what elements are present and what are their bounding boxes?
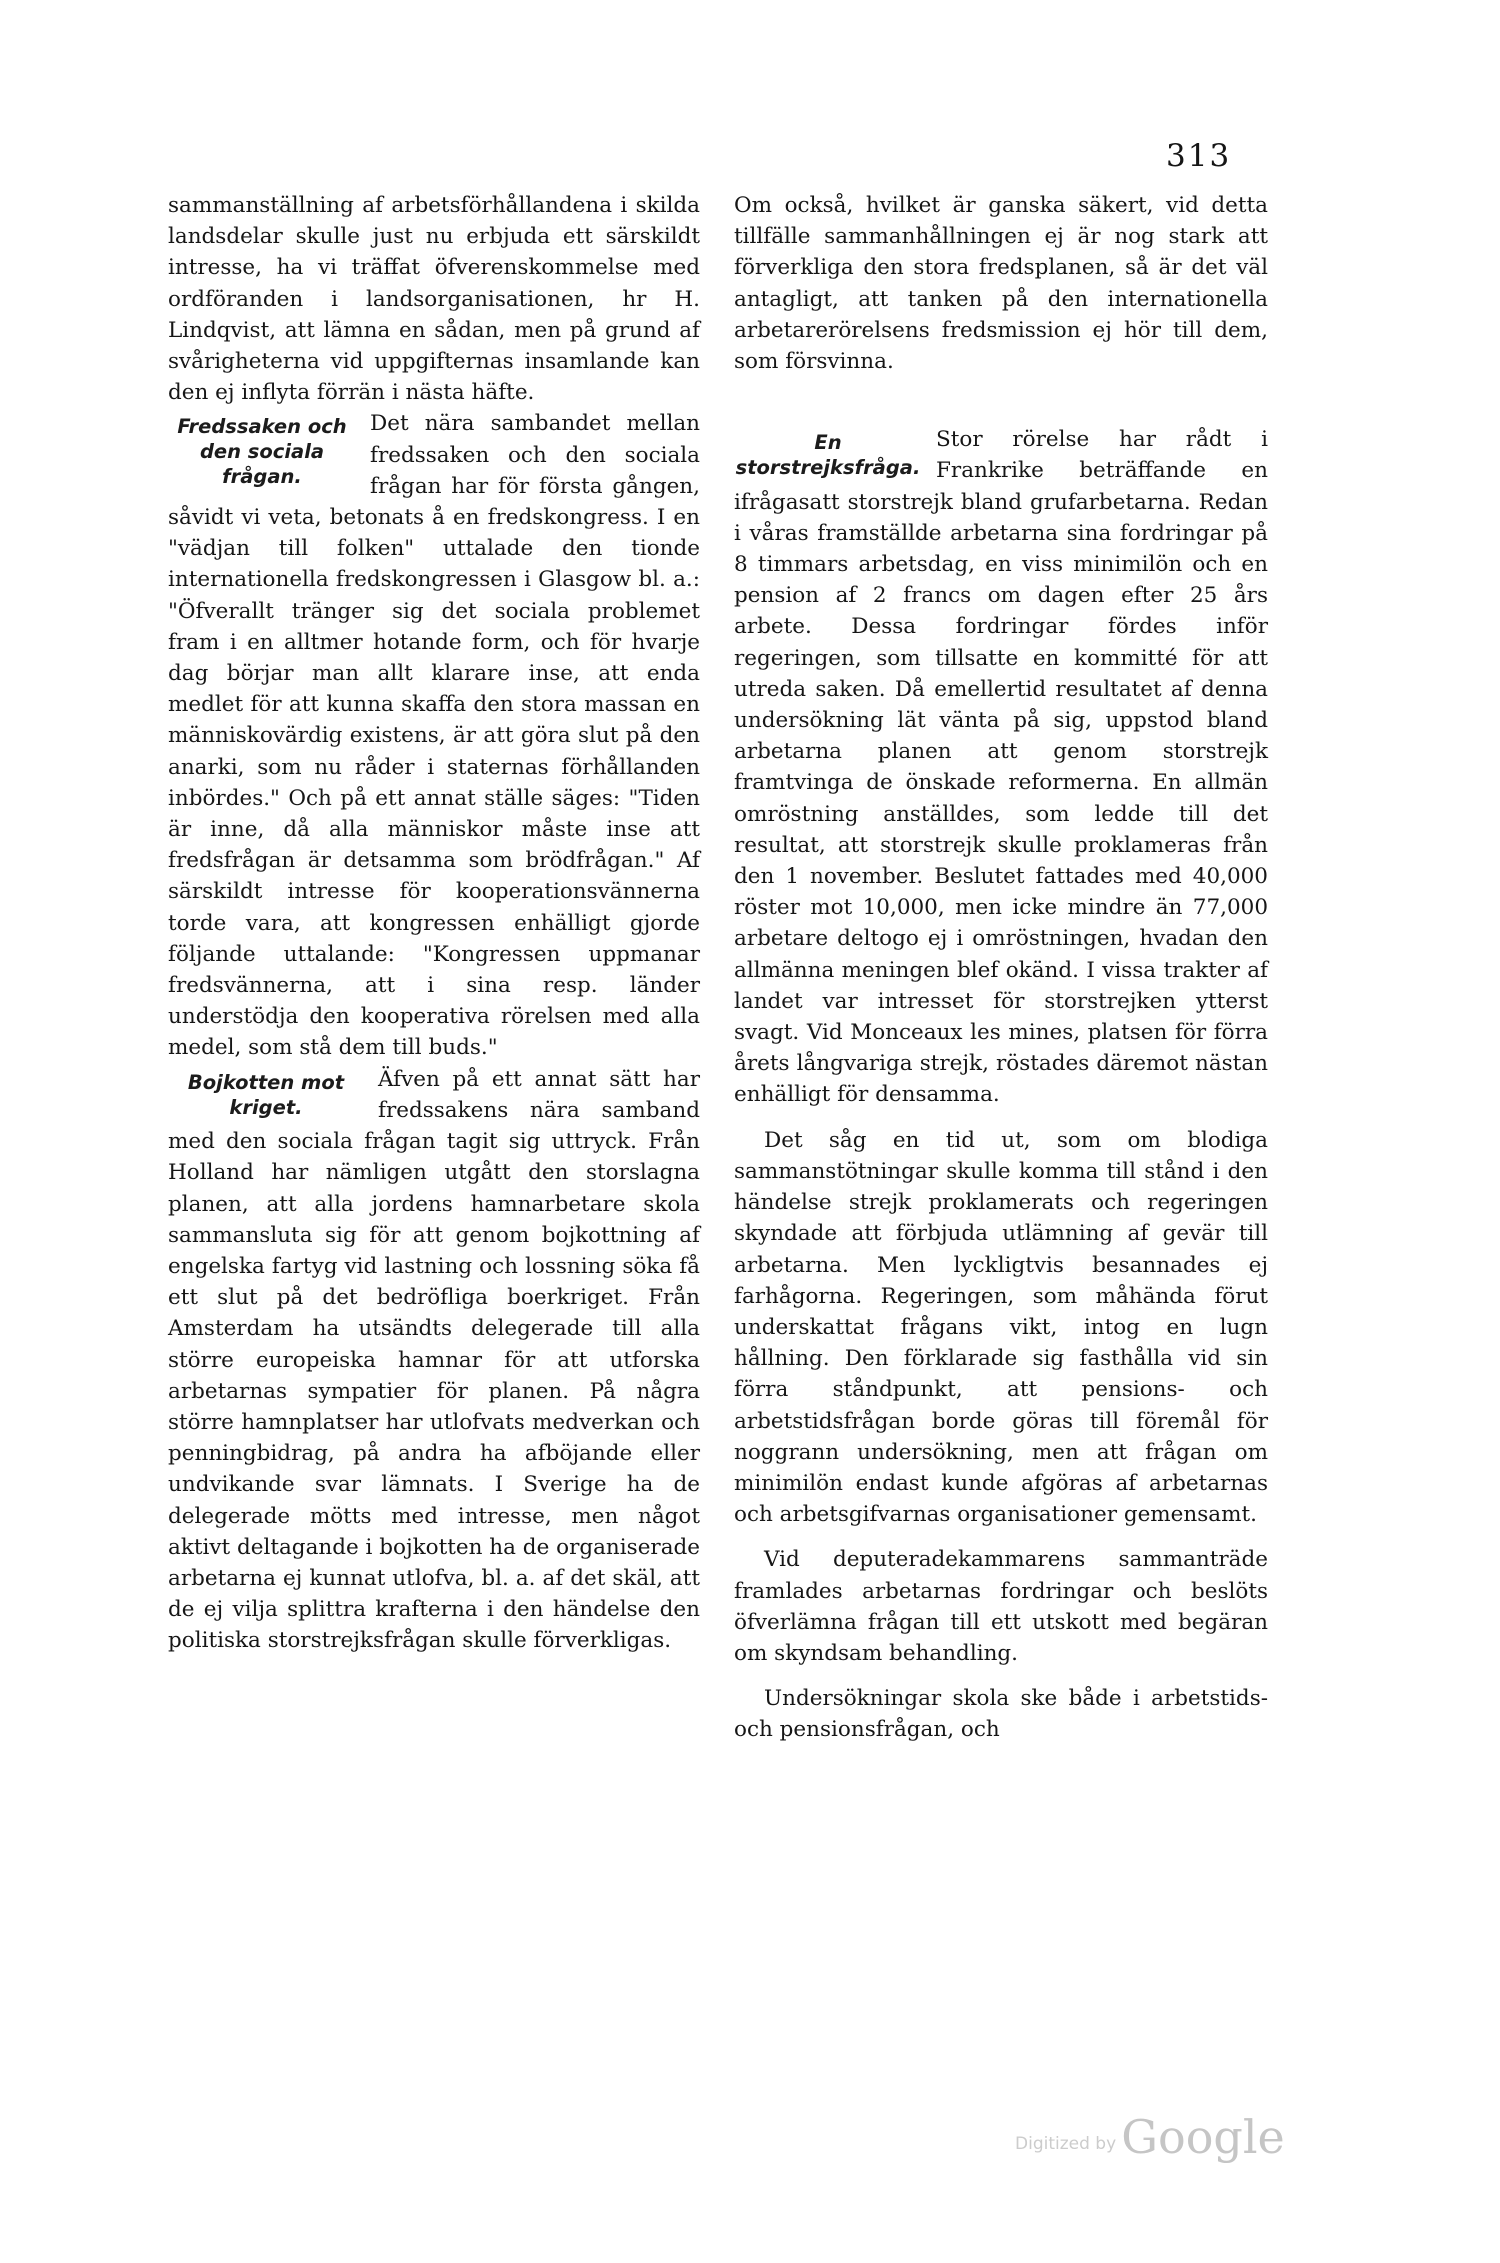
paragraph: Undersökningar skola ske både i arbetstids- och pensionsfrågan, och (734, 1686, 1268, 1743)
left-column (168, 190, 700, 1657)
watermark-logo: Google (1121, 2110, 1285, 2164)
paragraph: Det såg en tid ut, som om blodiga sammanstötningar skulle komma till stånd i den händelse strejk proklamerats och regeringen skyndade att förbjuda utlämning af gevär till arbetarna. Men lyckligtvis besannades ej farhågorna. Regeringen, som måhända förut underskattat frågans vikt, intog en lugn hållning. Den förklarade sig fasthålla vid sin förra ståndpunkt, att pensions- och arbetstidsfrågan borde göras till föremål för noggrann undersökning, men att frågan om minimilön endast kunde afgöras af arbetarnas och arbetsgifvarnas organisationer gemensamt. (734, 1127, 1268, 1528)
paragraph: Det nära sambandet mellan fredssaken och den sociala frågan har för första gången, såvidt vi veta, betonats å en fredskongress. I en "vädjan till folken" uttalade den tionde internationella fredskongressen i Glasgow bl. a.: "Öfverallt tränger sig det sociala problemet fram i en alltmer hotande form, och för hvarje dag börjar man allt klarare inse, att enda medlet för att kunna skaffa den stora massan en människovärdig existens, är att göra slut på den anarki, som nu råder i staternas förhållanden inbördes." Och på ett annat ställe säges: "Tiden är inne, då alla människor måste inse att fredsfrågan är detsamma som brödfrågan." Af särskildt intresse för kooperationsvännerna torde vara, att kongressen enhälligt gjorde följande uttalande: "Kongressen uppmanar fredsvännerna, att i sina resp. länder understödja den kooperativa rörelsen med alla medel, som stå dem till buds." (168, 411, 700, 1061)
watermark-prefix: Digitized by (1015, 2134, 1117, 2154)
paragraph: Stor rörelse har rådt i Frankrike beträffande en ifrågasatt storstrejk bland grufarbetarna. Redan i våras framställde arbetarna sina fordringar på 8 timmars arbetsdag, en viss minimilön och en pension af 2 francs om dagen efter 25 års arbete. Dessa fordringar fördes inför regeringen, som tillsatte en kommitté för att utreda saken. Då emellertid resultatet af denna undersökning lät vänta på sig, uppstod bland arbetarna planen att genom storstrejk framtvinga de önskade reformerna. En allmän omröstning anställdes, som ledde till det resultat, att storstrejk skulle proklameras från den 1 november. Beslutet fattades med 40,000 röster mot 10,000, men icke mindre än 77,000 arbetare deltogo ej i omröstningen, hvadan den allmänna meningen blef okänd. I vissa trakter af landet var intresset för storstrejken ytterst svagt. Vid Monceaux les mines, platsen för förra årets långvariga strejk, röstades däremot nästan enhälligt för densamma. (734, 427, 1268, 1108)
digitized-watermark (1015, 2110, 1285, 2164)
paragraph: sammanställning af arbetsförhållandena i skilda landsdelar skulle just nu erbjuda ett särskildt intresse, ha vi träffat öfverenskommelse med ordföranden i landsorganisationen, hr H. Lindqvist, att lämna en sådan, men på grund af svårigheterna vid uppgifternas insamlande kan den ej inflyta förrän i nästa häfte. (168, 193, 700, 406)
marginal-heading: En storstrejksfråga. (735, 431, 921, 480)
marginal-heading: Bojkotten mot kriget. (187, 1070, 345, 1119)
page-number: 313 (1166, 138, 1232, 174)
paragraph: Vid deputeradekammarens sammanträde framlades arbetarnas fordringar och beslöts öfverlämna frågan till ett utskott med begäran om skyndsam behandling. (734, 1547, 1268, 1666)
paragraph: Äfven på ett annat sätt har fredssakens nära samband med den sociala frågan tagit sig uttryck. Från Holland har nämligen utgått den storslagna planen, att alla jordens hamnarbetare skola sammansluta sig för att genom bojkottning af engelska fartyg vid lastning och lossning söka få ett slut på det bedröfliga boerkriget. Från Amsterdam ha utsändts delegerade till alla större europeiska hamnar för att utforska arbetarnas sympatier för planen. På några större hamnplatser har utlofvats medverkan och penningbidrag, på andra ha afböjande eller undvikande svar lämnats. I Sverige ha de delegerade mötts med intresse, men något aktivt deltagande i bojkotten ha de organiserade arbetarna ej kunnat utlofva, bl. a. af det skäl, att de ej vilja splittra krafterna i den händelse den politiska storstrejksfrågan skulle förverkligas. (168, 1066, 700, 1654)
marginal-heading: Fredssaken och den sociala frågan. (177, 415, 347, 489)
right-column (734, 190, 1268, 1746)
paragraph: Om också, hvilket är ganska säkert, vid detta tillfälle sammanhållningen ej är nog stark att förverkliga den stora fredsplanen, så är det väl antagligt, att tanken på den internationella arbetarerörelsens fredsmission ej hör till dem, som försvinna. (734, 193, 1268, 375)
